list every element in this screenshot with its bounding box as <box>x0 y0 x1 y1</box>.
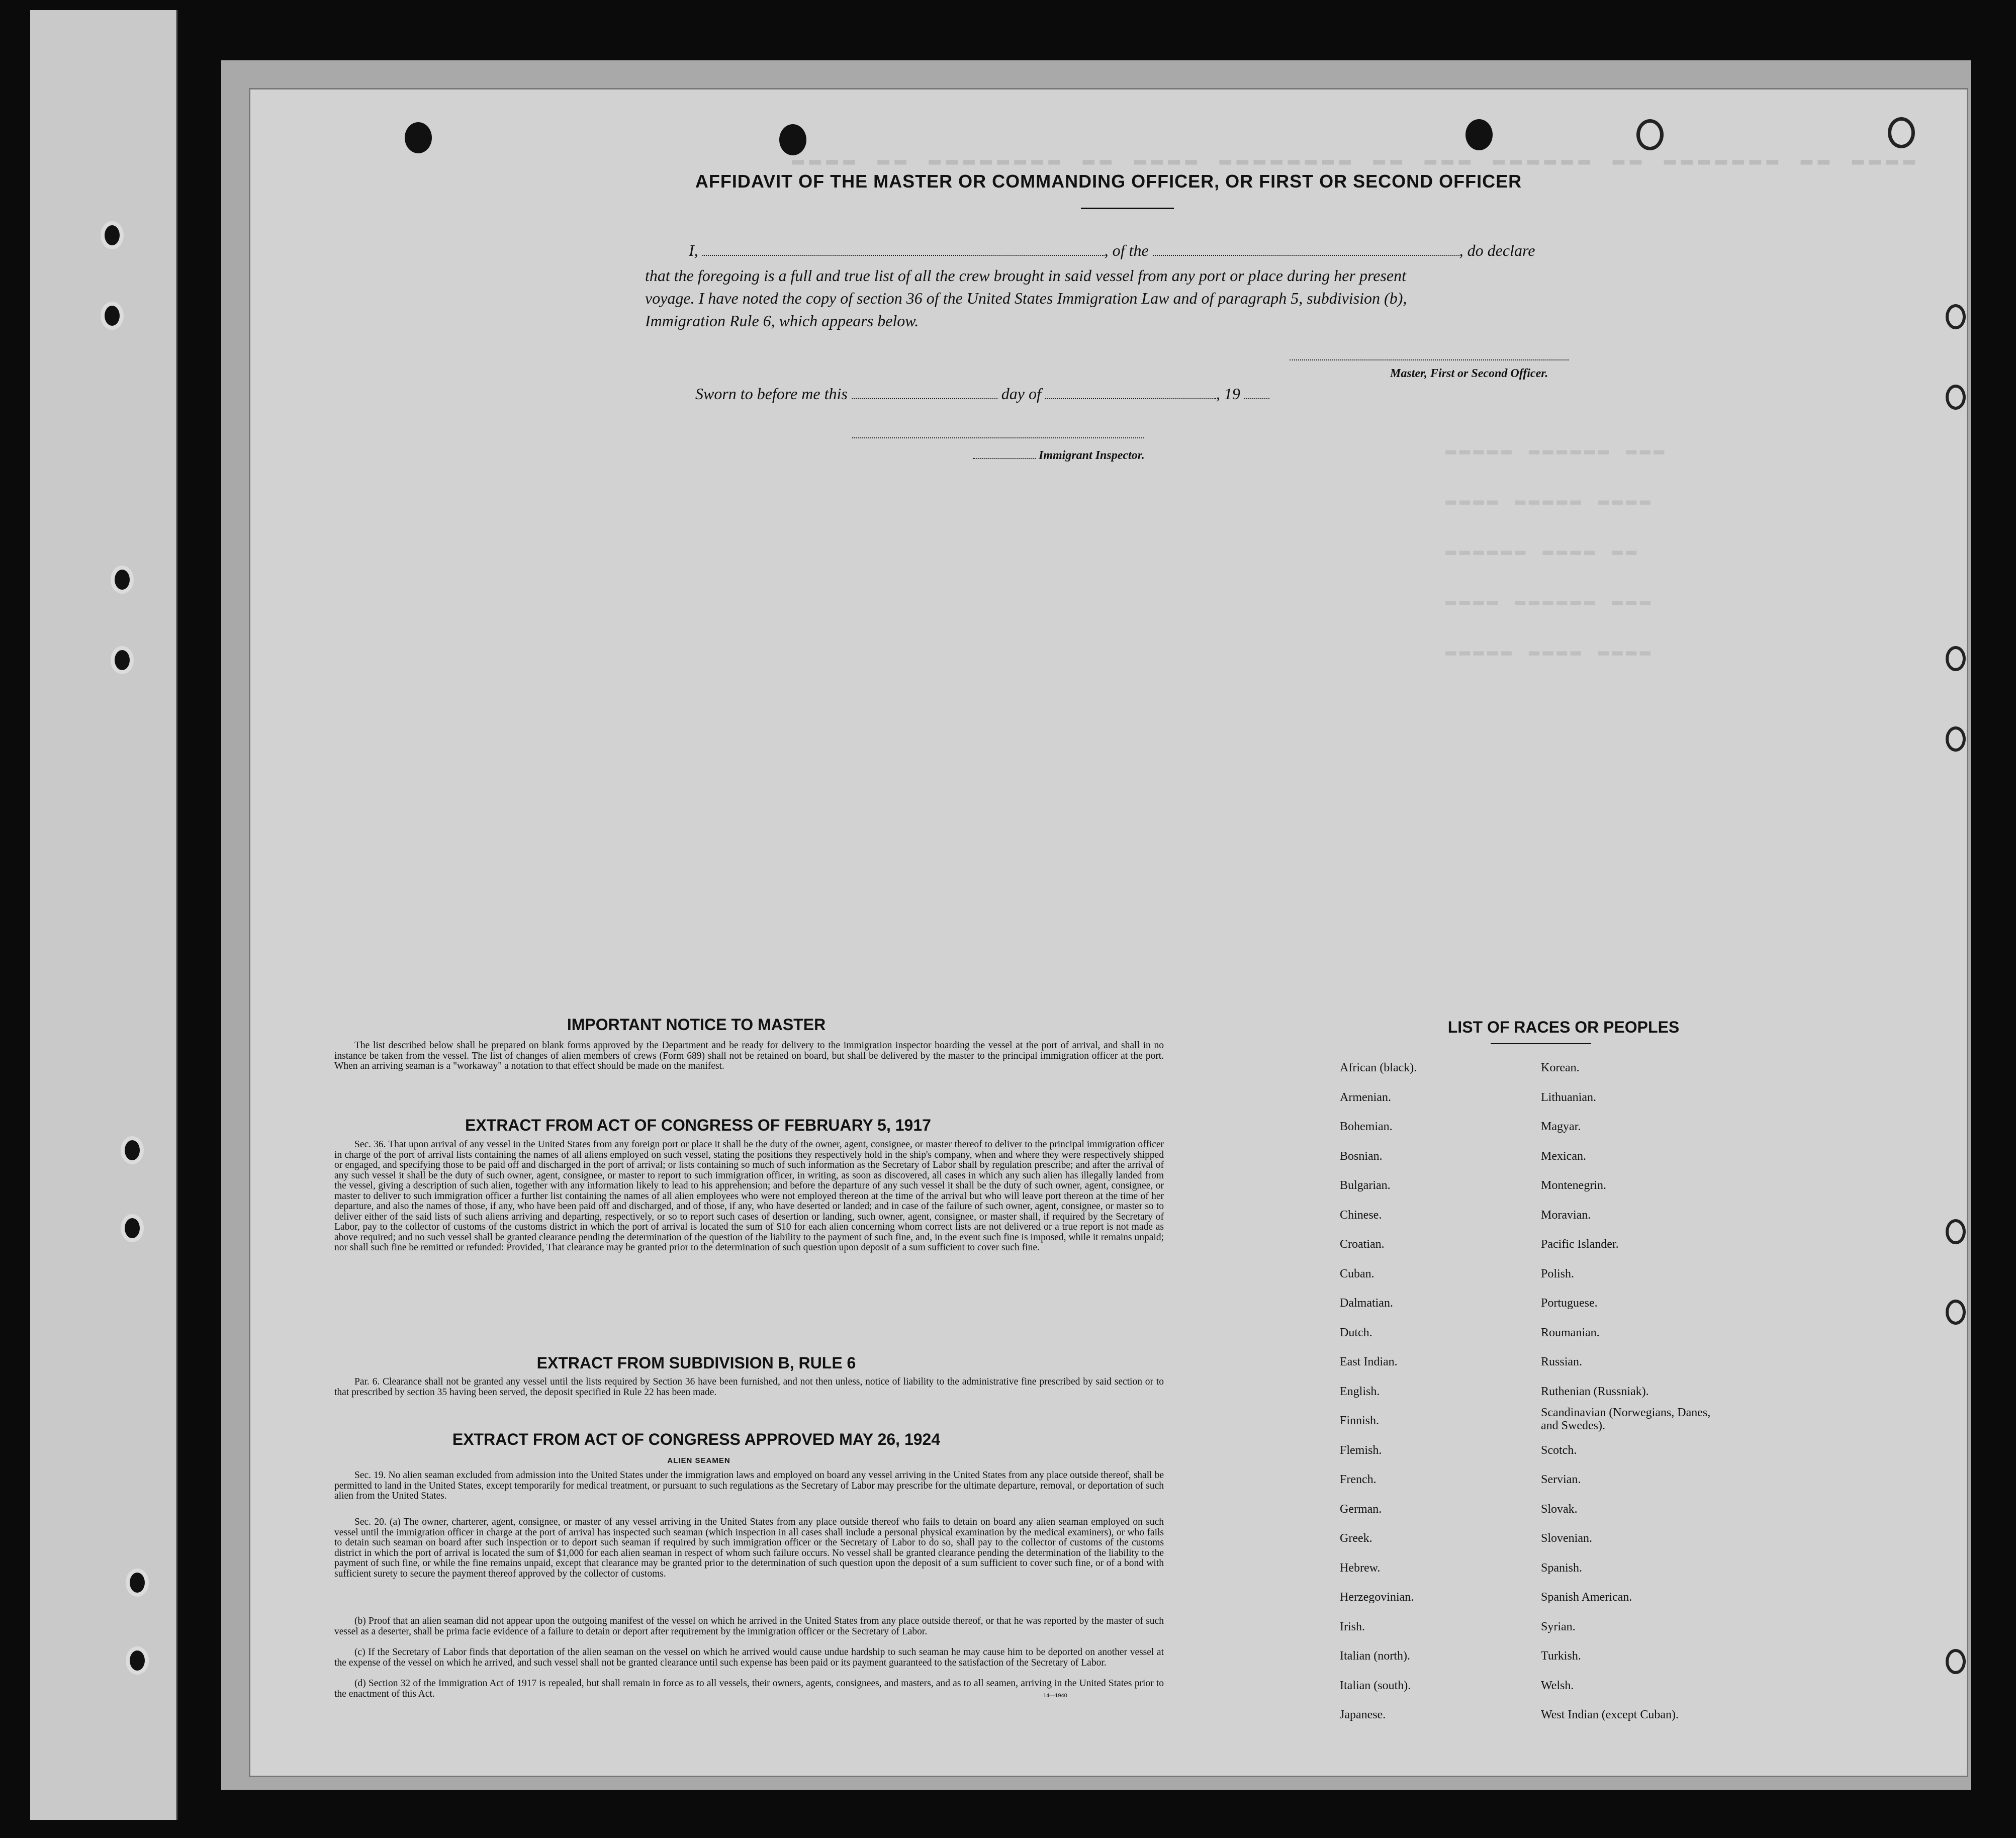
binder-spine <box>30 10 177 1820</box>
binder-rivet <box>126 1646 149 1675</box>
race-item: Scandinavian (Norwegians, Danes, and Swedes). <box>1541 1406 1711 1432</box>
race-item: Ruthenian (Russniak). <box>1541 1385 1649 1398</box>
race-item: Montenegrin. <box>1541 1179 1606 1192</box>
extract-1917-text: Sec. 36. That upon arrival of any vessel in the United States from any foreign port or place it shall be the duty of the owner, agent, consignee, or master thereof to deliver to the principal immigration officer in charge of the port of arrival lists containing the names of all aliens employed on such vessel, stating the positions they respectively hold in the ship's company, when and where they were respectively shipped or engaged, and specifying those to be paid off and discharged in the port of arrival; or lists containing so much of such information as the Secretary of Labor shall by regulation prescribe; and after the arrival of any such vessel it shall be the duty of such owner, agent, consignee, or master to report to such immigration officer, in writing, as soon as discovered, all cases in which any such alien has illegally landed from the vessel, giving a description of such alien, together with any information likely to lead to his apprehension; and before the departure of any such vessel it shall be the duty of such owner, agent, consignee, or master to deliver to such immigration officer a further list containing the names of all alien employees who were not employed thereon at the time of the arrival but who will leave port thereon at the time of her departure, and also the names of those, if any, who have been paid off and discharged, and of those, if any, who have deserted or landed; and in case of the failure of such owner, agent, consignee, or master so to deliver either of the said lists of such aliens arriving and departing, respectively, or so to report such cases of desertion or landing, such owner, agent, consignee, or master shall, if required by the Secretary of Labor, pay to the collector of customs of the customs district in which the port of arrival is located the sum of $10 for each alien concerning whom correct lists are not delivered or a true report is not made as above required; and no such vessel shall be granted clearance pending the determination of the question of the liability to the payment of such fine, and, in the event such fine is imposed, while it remains unpaid; nor shall such fine be remitted or refunded: Provided, That clearance may be granted prior to the determination of such question upon deposit of a sum sufficient to cover such fine. <box>334 1139 1164 1253</box>
inspector-label: Immigrant Inspector. <box>1039 449 1145 462</box>
race-item: Bohemian. <box>1340 1120 1393 1133</box>
race-item: Lithuanian. <box>1541 1090 1596 1104</box>
extract-1924-subtitle: ALIEN SEAMEN <box>667 1456 730 1465</box>
race-item: Korean. <box>1541 1061 1580 1074</box>
extract-1924-para-4: (c) If the Secretary of Labor finds that deportation of the alien seaman on the vessel on which he arrived would cause undue hardship to such seaman he may cause him to be deported on another vessel at the expense of the vessel on which he arrived, and such vessel shall not be granted clearance until such expense has been paid or its payment guaranteed to the satisfaction of the Secretary of Labor. <box>334 1647 1164 1668</box>
races-left-column <box>1340 1053 1417 1730</box>
race-item: Japanese. <box>1340 1708 1386 1721</box>
form-number: 14—1940 <box>1043 1693 1067 1699</box>
extract-rule6-text: Par. 6. Clearance shall not be granted any vessel until the lists required by Section 36 have been furnished, and not then unless, notice of liability to the administrative fine prescribed by said section or to that prescribed by section 35 having been served, the deposit specified in Rule 22 has been made. <box>334 1376 1164 1398</box>
race-item: Herzegovinian. <box>1340 1591 1414 1604</box>
declarant-pronoun: I, <box>689 241 698 259</box>
binder-ring <box>1946 646 1966 671</box>
extract-1917-title: EXTRACT FROM ACT OF CONGRESS OF FEBRUARY 5, 1917 <box>465 1116 931 1134</box>
race-item: French. <box>1340 1473 1377 1486</box>
do-declare-label: , do declare <box>1459 241 1535 259</box>
race-item: West Indian (except Cuban). <box>1541 1708 1679 1721</box>
race-item: African (black). <box>1340 1061 1417 1074</box>
race-item: Croatian. <box>1340 1238 1385 1251</box>
sworn-day-field[interactable] <box>852 398 997 399</box>
bleed-through: ▬▬▬▬ ▬▬▬▬▬ ▬▬▬▬ <box>1445 490 1654 511</box>
race-item: Welsh. <box>1541 1679 1574 1692</box>
race-item: Finnish. <box>1340 1414 1380 1427</box>
race-item: Servian. <box>1541 1473 1581 1486</box>
race-item: Pacific Islander. <box>1541 1238 1619 1251</box>
race-item: Russian. <box>1541 1355 1583 1368</box>
binder-rivet <box>101 221 124 249</box>
races-title: LIST OF RACES OR PEOPLES <box>1447 1018 1680 1036</box>
affidavit-body-line-2: voyage. I have noted the copy of section 36 of the United States Immigration Law and of paragraph 5, subdivision (b), <box>645 289 1407 307</box>
race-item: Magyar. <box>1541 1120 1581 1133</box>
binder-rivet <box>101 302 124 330</box>
sworn-year-field[interactable] <box>1244 398 1269 399</box>
races-title-underline <box>1491 1043 1591 1044</box>
sworn-month-field[interactable] <box>1045 398 1216 399</box>
binder-rivet <box>126 1569 149 1597</box>
race-item: Armenian. <box>1340 1090 1391 1104</box>
race-item: Moravian. <box>1541 1208 1591 1222</box>
inspector-signature-field[interactable] <box>852 437 1144 438</box>
binder-ring <box>1946 1300 1966 1325</box>
race-item: Roumanian. <box>1541 1326 1600 1339</box>
bleed-through: ▬▬▬▬▬ ▬▬▬▬▬▬ ▬▬▬ <box>1445 440 1668 461</box>
manifest-page <box>249 88 1968 1777</box>
race-item: Bulgarian. <box>1340 1179 1391 1192</box>
master-signature-label: Master, First or Second Officer. <box>1390 367 1548 380</box>
extract-1924-para-3: (b) Proof that an alien seaman did not appear upon the outgoing manifest of the vessel on which he arrived in the United States from any place outside thereof, or that he was reported by the master of such vessel as a deserter, shall be prima facie evidence of a failure to detain or deport after requirement by the immigration officer or the Secretary of Labor. <box>334 1616 1164 1637</box>
extract-1924-para-1: Sec. 19. No alien seaman excluded from admission into the United States under the immigration laws and employed on board any vessel arriving in the United States from any place outside thereof, shall be permitted to land in the United States, except temporarily for medical treatment, or pursuant to such regulations as the Secretary of Labor may prescribe for the ultimate departure, removal, or deportation of such alien from the United States. <box>334 1470 1164 1501</box>
race-item: German. <box>1340 1502 1382 1516</box>
bleed-through: ▬▬▬▬ ▬▬▬▬▬▬ ▬▬▬ <box>1445 591 1654 611</box>
race-item: Mexican. <box>1541 1149 1586 1163</box>
race-item: Portuguese. <box>1541 1297 1598 1310</box>
bleed-through: ▬▬▬▬▬▬ ▬▬▬▬ ▬▬ <box>1445 540 1640 561</box>
binder-rivet <box>111 566 134 594</box>
race-item: Italian (north). <box>1340 1649 1410 1663</box>
extract-1924-para-2: Sec. 20. (a) The owner, charterer, agent, consignee, or master of any vessel arriving in the United States from any place outside thereof who fails to detain on board any alien seaman employed on such vessel until the immigration officer in charge at the port of arrival has inspected such seaman (which inspection in all cases shall include a personal physical examination by the medical examiners), or who fails to detain such seaman on board after such inspection or to deport such seaman if required by such immigration officer or the Secretary of Labor to do so, shall pay to the collector of customs of the customs district in which the port of arrival is located the sum of $1,000 for each alien seaman in respect of whom such failure occurs. No vessel shall be granted clearance pending the determination of the liability to the payment of such fine, or while the fine remains unpaid, except that clearance may be granted prior to the determination of such question upon the deposit of a sum sufficient to cover such fine, or of a bond with sufficient surety to secure the payment thereof approved by the collector of customs. <box>334 1517 1164 1579</box>
inspector-name-field[interactable] <box>973 458 1036 459</box>
race-item: Turkish. <box>1541 1649 1581 1663</box>
race-item: Syrian. <box>1541 1620 1576 1633</box>
race-item: Italian (south). <box>1340 1679 1411 1692</box>
punch-hole <box>1636 119 1664 150</box>
of-the-label: , of the <box>1104 241 1149 259</box>
affidavit-body-line-3: Immigration Rule 6, which appears below. <box>645 312 919 330</box>
race-item: Polish. <box>1541 1267 1575 1280</box>
race-item: East Indian. <box>1340 1355 1398 1368</box>
binder-ring <box>1946 1649 1966 1674</box>
affidavit-body-line-1: that the foregoing is a full and true list of all the crew brought in said vessel from any port or place during her present <box>645 266 1406 285</box>
race-item: Slovak. <box>1541 1502 1578 1516</box>
race-item: Hebrew. <box>1340 1561 1381 1575</box>
punch-hole <box>1888 117 1915 148</box>
race-item: Scotch. <box>1541 1443 1577 1457</box>
binder-ring <box>1946 304 1966 329</box>
affidavit-title: AFFIDAVIT OF THE MASTER OR COMMANDING OFFICER, OR FIRST OR SECOND OFFICER <box>695 171 1522 192</box>
race-item: Slovenian. <box>1541 1532 1592 1545</box>
race-item: English. <box>1340 1385 1380 1398</box>
bleed-through: ▬▬▬▬▬ ▬▬▬▬ ▬▬▬▬ <box>1445 641 1654 662</box>
inspector-line <box>973 449 1145 463</box>
binder-ring <box>1946 726 1966 752</box>
binder-rivet <box>121 1214 144 1242</box>
race-item: Flemish. <box>1340 1443 1382 1457</box>
binder-ring <box>1946 385 1966 410</box>
race-item: Dutch. <box>1340 1326 1372 1339</box>
punch-hole <box>1465 119 1493 150</box>
declaration-line <box>689 241 1535 260</box>
title-underline <box>1081 208 1174 209</box>
race-item: Dalmatian. <box>1340 1297 1393 1310</box>
notice-title: IMPORTANT NOTICE TO MASTER <box>567 1016 826 1034</box>
punch-hole <box>405 122 432 153</box>
sworn-label: Sworn to before me this <box>695 385 848 403</box>
extract-1924-title: EXTRACT FROM ACT OF CONGRESS APPROVED MAY 26, 1924 <box>452 1430 941 1448</box>
race-item: Spanish American. <box>1541 1591 1632 1604</box>
extract-rule6-title: EXTRACT FROM SUBDIVISION B, RULE 6 <box>536 1354 856 1372</box>
races-right-column <box>1541 1053 1712 1730</box>
binder-rivet <box>111 646 134 674</box>
race-item: Greek. <box>1340 1532 1372 1545</box>
master-signature-field[interactable] <box>1290 359 1569 360</box>
race-item: Chinese. <box>1340 1208 1382 1222</box>
sworn-line <box>695 385 1269 403</box>
extract-1924-para-5: (d) Section 32 of the Immigration Act of 1917 is repealed, but shall remain in force as to all vessels, their owners, agents, consignees, and masters, and as to all seamen, arriving in the United States prior to the enactment of this Act. <box>334 1678 1164 1699</box>
race-item: Irish. <box>1340 1620 1365 1633</box>
race-item: Bosnian. <box>1340 1149 1383 1163</box>
vessel-name-field[interactable] <box>1153 255 1459 256</box>
race-item: Cuban. <box>1340 1267 1374 1280</box>
bleed-through: ▬▬▬▬ ▬▬ ▬▬▬▬▬▬▬▬ ▬▬ ▬▬▬▬ ▬▬▬▬▬▬▬▬ ▬▬ ▬▬▬ ▬▬▬▬▬▬ ▬▬ ▬▬▬▬▬▬▬ ▬▬ ▬▬▬▬ <box>792 149 1920 172</box>
race-item: Spanish. <box>1541 1561 1583 1575</box>
notice-text: The list described below shall be prepared on blank forms approved by the Department and be ready for delivery to the immigration inspector boarding the vessel at the port of arrival, and shall in no instance be taken from the vessel. The list of changes of alien members of crews (Form 689) shall not be retained on board, but shall be delivered by the master to the principal immigration officer at the port. When an arriving seaman is a "workaway" a notation to that effect should be made on the manifest. <box>334 1040 1164 1071</box>
binder-ring <box>1946 1219 1966 1244</box>
year-label: , 19 <box>1216 385 1240 403</box>
declarant-name-field[interactable] <box>702 255 1105 256</box>
binder-rivet <box>121 1136 144 1164</box>
day-of-label: day of <box>1001 385 1041 403</box>
